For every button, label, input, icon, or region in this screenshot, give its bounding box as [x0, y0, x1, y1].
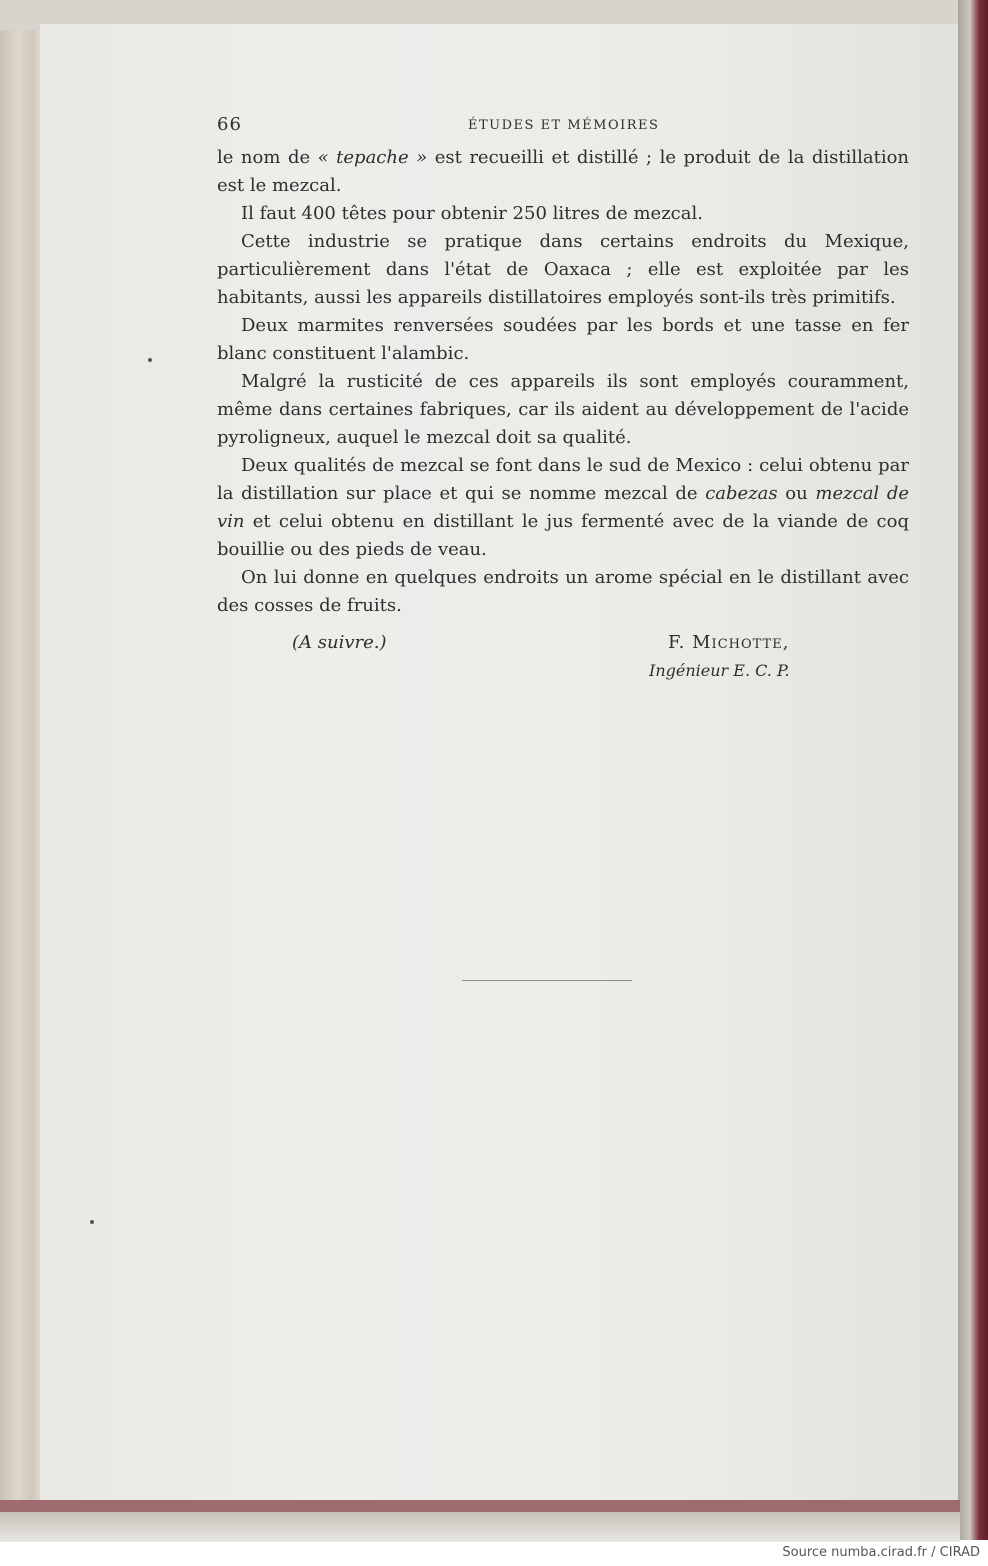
author-title: Ingénieur E. C. P.: [649, 661, 790, 680]
paragraph-7: On lui donne en quelques endroits un arome spécial en le distillant avec des cosses de fruits.: [217, 567, 909, 616]
cabezas-term: cabezas: [705, 483, 778, 504]
page-header: [217, 110, 909, 144]
paragraph-5: Malgré la rusticité de ces appareils ils sont employés couramment, même dans certaines fabriques, car ils aident au développement de l'acide pyroligneux, auquel le mezcal doit sa qualité.: [217, 371, 909, 448]
page-number: 66: [217, 114, 242, 135]
speck-mark: [90, 1220, 94, 1224]
paragraph-6: [217, 452, 909, 564]
paragraph-6-a: Deux qualités de mezcal se font dans le sud de Mexico : celui obtenu par la distillation sur place et qui se nomme mezcal de: [217, 455, 909, 504]
continued-note: (A suivre.): [292, 632, 387, 653]
section-divider: [462, 980, 632, 981]
page-shadow: [0, 1512, 960, 1542]
paragraph-4: Deux marmites renversées soudées par les bords et une tasse en fer blanc constituent l'alambic.: [217, 315, 909, 364]
paragraph-6-e: et celui obtenu en distillant le jus fermenté avec de la viande de coq bouillie ou des pieds de veau.: [217, 511, 909, 560]
source-credit: Source numba.cirad.fr / CIRAD: [782, 1545, 980, 1560]
speck-mark: [148, 358, 152, 362]
paragraph-1-c: est recueilli et distillé ; le produit de la distillation est le mezcal.: [217, 147, 910, 196]
author-name: F. Michotte,: [668, 632, 790, 653]
paragraph-2: Il faut 400 têtes pour obtenir 250 litres de mezcal.: [241, 203, 703, 224]
running-head: ÉTUDES ET MÉMOIRES: [468, 118, 660, 133]
tepache-term: « tepache »: [317, 147, 428, 168]
paragraph-1: [217, 144, 909, 200]
book-cover-edge: [958, 0, 988, 1540]
paragraph-6-c: ou: [777, 483, 816, 504]
paragraph-1-a: le nom de: [217, 147, 318, 168]
paragraph-3: Cette industrie se pratique dans certains endroits du Mexique, particulièrement dans l'état de Oaxaca ; elle est exploitée par les habitants, aussi les appareils distillatoires employés sont-ils très primitifs.: [217, 231, 909, 308]
signature-block: [217, 632, 909, 692]
book-cover-bottom: [0, 1500, 960, 1512]
mezcal-de-vin-term: mezcal de vin: [217, 483, 910, 532]
page-content: [217, 110, 909, 692]
